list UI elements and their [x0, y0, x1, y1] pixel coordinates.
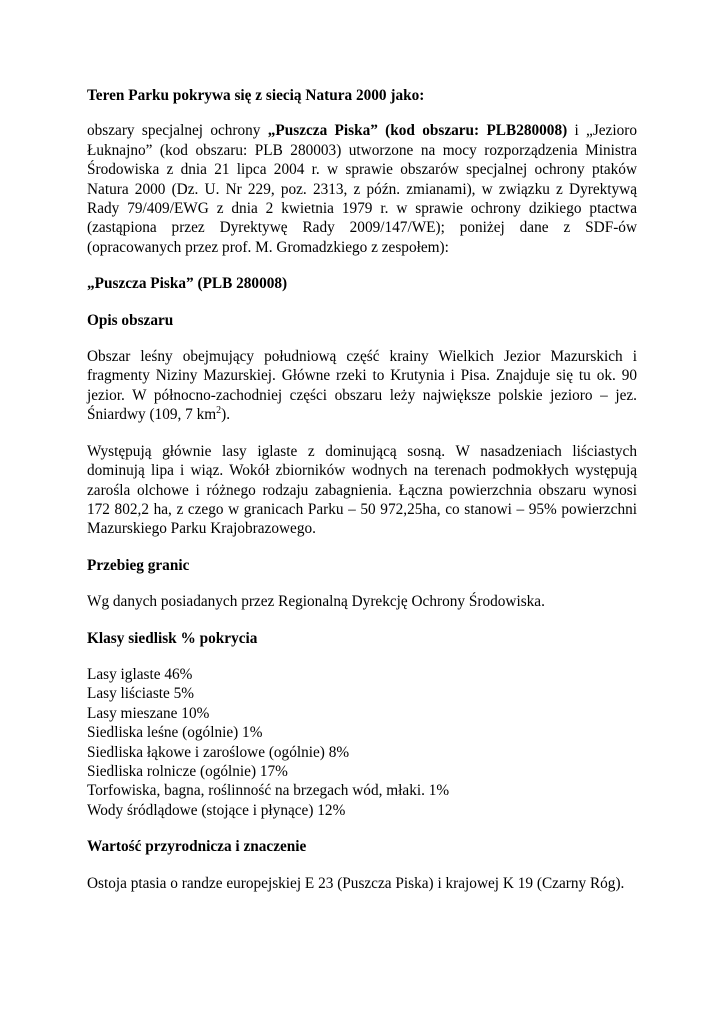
site-title: „Puszcza Piska” (PLB 280008): [87, 275, 288, 293]
intro-text-bold: „Puszcza Piska” (kod obszaru: PLB280008): [267, 122, 568, 140]
opis-paragraph-1-end: ).: [221, 406, 231, 424]
wartosc-heading: Wartość przyrodnicza i znaczenie: [87, 838, 307, 856]
list-item: Siedliska rolnicze (ogólnie) 17%: [87, 762, 288, 780]
list-item: Lasy liściaste 5%: [87, 685, 195, 703]
granice-heading: Przebieg granic: [87, 556, 190, 574]
list-item: Siedliska leśne (ogólnie) 1%: [87, 724, 263, 742]
granice-text: Wg danych posiadanych przez Regionalną Dyrekcję Ochrony Środowiska.: [87, 593, 545, 611]
wartosc-text: Ostoja ptasia o randze europejskiej E 23 (Puszcza Piska) i krajowej K 19 (Czarny Róg).: [87, 874, 625, 892]
intro-text-part1: obszary specjalnej ochrony: [87, 122, 268, 140]
klasy-heading: Klasy siedlisk % pokrycia: [87, 629, 258, 647]
opis-paragraph-1: [87, 347, 637, 425]
list-item: Torfowiska, bagna, roślinność na brzegach wód, młaki. 1%: [87, 782, 450, 800]
opis-paragraph-2: Występują głównie lasy iglaste z dominującą sosną. W nasadzeniach liściastych dominują lipa i wiąz. Wokół zbiorników wodnych na terenach podmokłych występują zarośla olchowe i różnego rodzaju zabagnienia. Łączna powierzchnia obszaru wynosi 172 802,2 ha, z czego w granicach Parku – 50 972,25ha, co stanowi – 95% powierzchni Mazurskiego Parku Krajobrazowego.: [87, 442, 637, 538]
list-item: Wody śródlądowe (stojące i płynące) 12%: [87, 801, 346, 819]
document-page: [87, 86, 637, 893]
superscript-2: 2: [216, 405, 222, 417]
intro-text-part2: i „Jezioro Łuknajno” (kod obszaru: PLB 280003) utworzone na mocy rozporządzenia Ministra Środowiska z dnia 21 lipca 2004 r. w sprawie obszarów specjalnej ochrony ptaków Natura 2000 (Dz. U. Nr 229, poz. 2313, z późn. zmianami), w związku z Dyrektywą Rady 79/409/EWG z dnia 2 kwietnia 1979 r. w sprawie ochrony dzikiego ptactwa (zastąpiona przez Dyrektywę Rady 2009/147/WE); poniżej dane z SDF-ów (opracowanych przez prof. M. Gromadzkiego z zespołem):: [87, 122, 637, 256]
opis-paragraph-1-text: Obszar leśny obejmujący południową część krainy Wielkich Jezior Mazurskich i fragmenty Niziny Mazurskiej. Główne rzeki to Krutynia i Pisa. Znajduje się tu ok. 90 jezior. W północno-zachodniej części obszaru leży największe polskie jezioro – jez. Śniardwy (109, 7 km: [87, 348, 637, 424]
intro-heading: Teren Parku pokrywa się z siecią Natura 2000 jako:: [87, 87, 425, 104]
opis-heading: Opis obszaru: [87, 311, 174, 329]
klasy-list: [87, 665, 637, 820]
list-item: Siedliska łąkowe i zaroślowe (ogólnie) 8%: [87, 743, 350, 761]
list-item: Lasy iglaste 46%: [87, 665, 193, 683]
list-item: Lasy mieszane 10%: [87, 704, 210, 722]
intro-paragraph: [87, 121, 637, 257]
